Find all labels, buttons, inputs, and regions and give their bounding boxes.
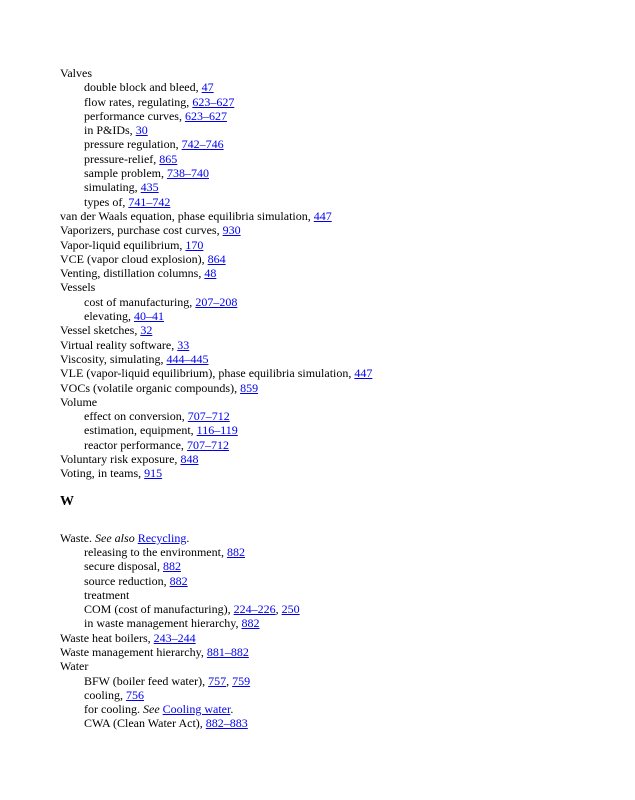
index-subentry (60, 688, 620, 702)
entry-text: VLE (vapor-liquid equilibrium), phase equilibria simulation, (60, 366, 355, 381)
index-subentry (60, 409, 620, 423)
index-subentry (60, 423, 620, 437)
index-subentry (60, 616, 620, 630)
index-entry (60, 366, 620, 380)
entry-text: Volume (60, 394, 98, 409)
entry-text: Valves (60, 66, 92, 80)
index-entry (60, 631, 620, 645)
entry-text: pressure-relief, (84, 151, 160, 166)
entry-text: releasing to the environment, (84, 544, 227, 559)
entry-text: Virtual reality software, (60, 337, 178, 352)
entry-text: CWA (Clean Water Act), (84, 716, 206, 731)
entry-text: types of, (84, 194, 129, 209)
entry-text: Vessels (60, 280, 96, 295)
page-ref-link[interactable]: 447 (354, 366, 373, 381)
index-subentry (60, 545, 620, 559)
page-ref-link[interactable]: 447 (313, 208, 332, 223)
entry-text: Vessel sketches, (60, 323, 141, 338)
index-entry (60, 452, 620, 466)
entry-text: in P&IDs, (84, 123, 136, 138)
index-entry (60, 352, 620, 366)
entry-text: secure disposal, (84, 559, 163, 574)
page-ref-link[interactable]: 116–119 (196, 423, 238, 438)
index-subentry (60, 309, 620, 323)
page-ref-link[interactable]: 40–41 (133, 309, 164, 324)
index-subentry (60, 438, 620, 452)
page-ref-link[interactable]: 757 (208, 673, 227, 688)
entry-text: in waste management hierarchy, (84, 616, 242, 631)
page-ref-link[interactable]: 882 (241, 616, 260, 631)
page-ref-link[interactable]: 33 (177, 337, 190, 352)
index-entry (60, 381, 620, 395)
page-ref-link[interactable]: Recycling (137, 530, 187, 545)
page-ref-link[interactable]: 623–627 (192, 94, 235, 109)
entry-text: Vaporizers, purchase cost curves, (60, 223, 223, 238)
page-ref-link[interactable]: Cooling water (162, 702, 231, 717)
see-also-text: See also (95, 530, 135, 545)
page-ref-link[interactable]: 48 (204, 266, 217, 281)
index-page (60, 66, 620, 731)
entry-text: W (60, 493, 74, 509)
page-ref-link[interactable]: 623–627 (184, 108, 227, 123)
entry-text: COM (cost of manufacturing), (84, 602, 234, 617)
page-ref-link[interactable]: 930 (222, 223, 241, 238)
index-entry (60, 531, 620, 545)
page-ref-link[interactable]: 741–742 (128, 194, 171, 209)
index-subentry (60, 602, 620, 616)
entry-text: Water (60, 659, 89, 674)
entry-text: Voting, in teams, (60, 466, 145, 481)
entry-text: Waste management hierarchy, (60, 644, 207, 659)
entry-text: treatment (84, 587, 130, 602)
entry-text: flow rates, regulating, (84, 94, 193, 109)
page-ref-link[interactable]: 32 (140, 323, 153, 338)
page-ref-link[interactable]: 224–226 (233, 602, 276, 617)
entry-text: estimation, equipment, (84, 423, 197, 438)
index-entry (60, 223, 620, 237)
page-ref-link[interactable]: 707–712 (187, 409, 230, 424)
index-subentry (60, 674, 620, 688)
entry-text: Waste. (60, 530, 96, 545)
index-subentry (60, 152, 620, 166)
entry-text: cooling, (84, 687, 126, 702)
page-ref-link[interactable]: 882 (226, 544, 245, 559)
index-subentry (60, 295, 620, 309)
page-ref-link[interactable]: 881–882 (206, 644, 249, 659)
page-ref-link[interactable]: 865 (159, 151, 178, 166)
entry-text: , (226, 673, 233, 688)
page-ref-link[interactable]: 170 (185, 237, 204, 252)
page-ref-link[interactable]: 47 (201, 80, 214, 95)
page-ref-link[interactable]: 707–712 (186, 437, 229, 452)
entry-text: double block and bleed, (84, 80, 202, 95)
entry-text: sample problem, (84, 166, 167, 181)
entry-text: Viscosity, simulating, (60, 351, 167, 366)
page-ref-link[interactable]: 435 (140, 180, 159, 195)
index-subentry (60, 95, 620, 109)
entry-text: Vapor-liquid equilibrium, (60, 237, 186, 252)
page-ref-link[interactable]: 30 (135, 123, 148, 138)
index-subentry (60, 559, 620, 573)
index-subentry (60, 123, 620, 137)
index-subentry (60, 702, 620, 716)
index-subentry (60, 195, 620, 209)
index-entry (60, 238, 620, 252)
see-also-text: See (143, 702, 160, 717)
entry-text: reactor performance, (84, 437, 187, 452)
index-entry (60, 659, 620, 673)
index-subentry (60, 166, 620, 180)
entry-text: . (186, 530, 190, 545)
page-ref-link[interactable]: 243–244 (153, 630, 196, 645)
page-ref-link[interactable]: 859 (240, 380, 259, 395)
index-subentry (60, 80, 620, 94)
index-subentry (60, 180, 620, 194)
entry-text: Waste heat boilers, (60, 630, 154, 645)
page-ref-link[interactable]: 882 (162, 559, 181, 574)
page-ref-link[interactable]: 759 (232, 673, 251, 688)
index-entry (60, 66, 620, 80)
entry-text: elevating, (84, 309, 134, 324)
index-subentry (60, 137, 620, 151)
page-ref-link[interactable]: 882 (169, 573, 188, 588)
index-entry (60, 466, 620, 480)
page-ref-link[interactable]: 207–208 (195, 294, 238, 309)
page-ref-link[interactable]: 848 (180, 452, 199, 467)
page-ref-link[interactable]: 742–746 (181, 137, 224, 152)
page-ref-link[interactable]: 915 (144, 466, 163, 481)
entry-text: cost of manufacturing, (84, 294, 196, 309)
entry-text: simulating, (84, 180, 141, 195)
entry-text: pressure regulation, (84, 137, 182, 152)
index-subentry (60, 109, 620, 123)
entry-text: source reduction, (84, 573, 170, 588)
entry-text: for cooling. (84, 702, 143, 717)
entry-text: BFW (boiler feed water), (84, 673, 209, 688)
entry-text: van der Waals equation, phase equilibria simulation, (60, 208, 314, 223)
index-entry (60, 395, 620, 409)
entry-text: VCE (vapor cloud explosion), (60, 251, 208, 266)
entry-text: , (275, 602, 282, 617)
index-entry (60, 209, 620, 223)
index-subentry (60, 716, 620, 730)
index-entry (60, 323, 620, 337)
index-subentry (60, 588, 620, 602)
entry-text: Voluntary risk exposure, (60, 452, 181, 467)
page-ref-link[interactable]: 756 (126, 687, 144, 702)
index-entry (60, 266, 620, 280)
index-entry (60, 645, 620, 659)
entry-text: effect on conversion, (84, 409, 188, 424)
index-entry (60, 280, 620, 294)
page-ref-link[interactable]: 444–445 (166, 351, 209, 366)
entry-text: . (230, 702, 234, 717)
entry-text: VOCs (volatile organic compounds), (60, 380, 241, 395)
page-ref-link[interactable]: 864 (207, 251, 226, 266)
index-subentry (60, 574, 620, 588)
section-letter (60, 491, 620, 513)
page-ref-link[interactable]: 882–883 (205, 716, 248, 731)
page-ref-link[interactable]: 250 (281, 602, 300, 617)
entry-text: Venting, distillation columns, (60, 266, 205, 281)
index-entry (60, 338, 620, 352)
index-entry (60, 252, 620, 266)
entry-text: performance curves, (84, 108, 185, 123)
page-ref-link[interactable]: 738–740 (166, 166, 209, 181)
